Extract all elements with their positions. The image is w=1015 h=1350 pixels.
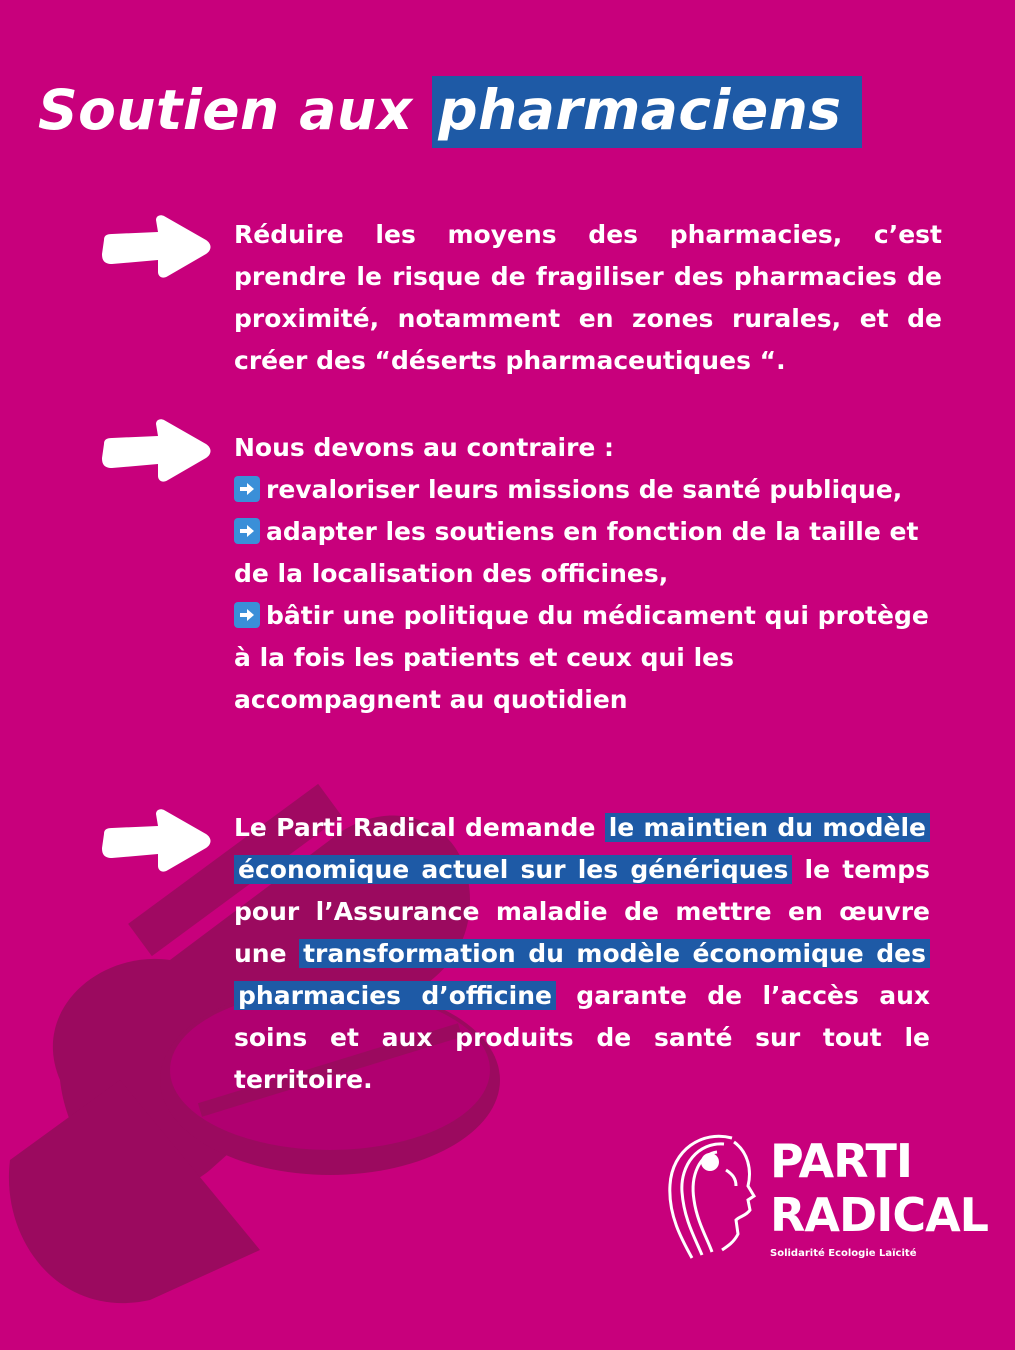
page-title bbox=[38, 78, 862, 142]
right-arrow-icon bbox=[98, 214, 212, 278]
right-arrow-icon bbox=[98, 808, 212, 872]
section-1 bbox=[234, 214, 942, 382]
logo-line2: RADICAL bbox=[770, 1188, 988, 1242]
right-arrow-icon bbox=[98, 418, 212, 482]
section-3-part1: Le Parti Radical demande bbox=[234, 813, 605, 842]
section-2 bbox=[234, 427, 934, 721]
bullet-text: bâtir une politique du médicament qui protège à la fois les patients et ceux qui les accompagnent au quotidien bbox=[234, 601, 929, 714]
section-3-text bbox=[234, 807, 930, 1101]
logo-line1: PARTI bbox=[770, 1134, 912, 1188]
logo-tagline: Solidarité Ecologie Laïcité bbox=[770, 1248, 917, 1259]
section-2-intro: Nous devons au contraire : bbox=[234, 433, 615, 462]
parti-radical-logo bbox=[662, 1130, 988, 1270]
right-arrow-emoji-icon bbox=[234, 476, 260, 502]
list-item bbox=[234, 595, 934, 721]
section-3-highlight1: le maintien du modèle économique actuel sur les génériques bbox=[234, 813, 930, 884]
title-plain: Soutien aux bbox=[38, 78, 433, 142]
right-arrow-emoji-icon bbox=[234, 518, 260, 544]
bullet-text: revaloriser leurs missions de santé publique, bbox=[266, 475, 903, 504]
list-item bbox=[234, 511, 934, 595]
section-3 bbox=[234, 807, 930, 1101]
bullet-text: adapter les soutiens en fonction de la taille et de la localisation des officines, bbox=[234, 517, 919, 588]
right-arrow-emoji-icon bbox=[234, 602, 260, 628]
title-highlight: pharmaciens bbox=[432, 76, 861, 148]
section-3-part2: le temps pour l’Assurance maladie de mettre en œuvre une bbox=[234, 855, 930, 968]
marianne-logo-icon bbox=[662, 1130, 762, 1265]
list-item bbox=[234, 469, 934, 511]
section-1-text: Réduire les moyens des pharmacies, c’est prendre le risque de fragiliser des pharmacies de proximité, notamment en zones rurales, et de créer des “déserts pharmaceutiques “. bbox=[234, 220, 942, 375]
section-3-highlight2: transformation du modèle économique des pharmacies d’officine bbox=[234, 939, 930, 1010]
section-3-part3: garante de l’accès aux soins et aux produits de santé sur tout le territoire. bbox=[234, 981, 930, 1094]
